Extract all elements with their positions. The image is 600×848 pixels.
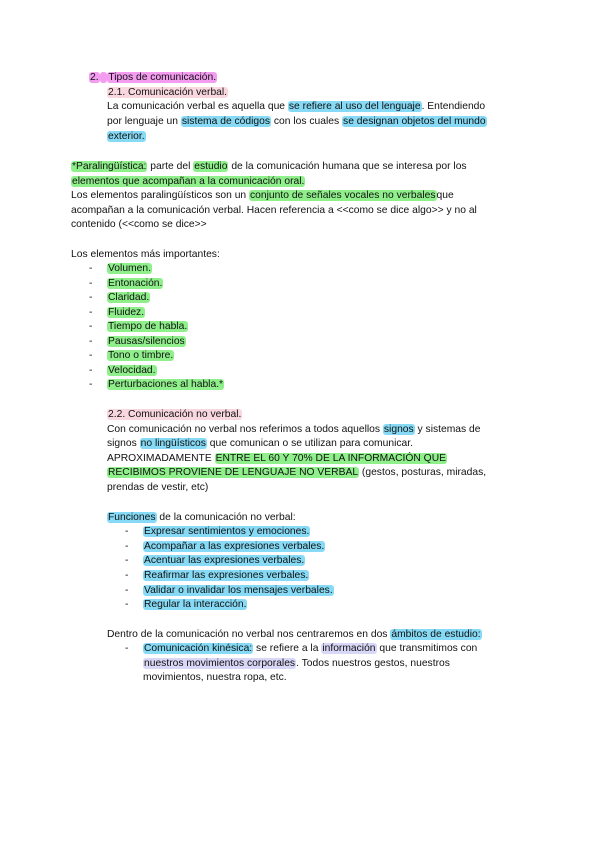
list-item: - Validar o invalidar los mensajes verbales. <box>125 585 333 596</box>
list-item: - Perturbaciones al habla.* <box>89 379 224 390</box>
paragraph-line: signos no lingüísticos que comunican o se utilizan para comunicar. <box>107 438 413 449</box>
section-number: 2. <box>90 72 99 83</box>
list-item: - Claridad. <box>89 292 150 303</box>
list-item: - Regular la interacción. <box>125 599 247 610</box>
paragraph-line: movimientos, nuestra ropa, etc. <box>143 672 287 683</box>
list-item: - Acentuar las expresiones verbales. <box>125 555 305 566</box>
paragraph-line: *Paralingüística: parte del estudio de la comunicación humana que se interesa por los <box>72 161 467 172</box>
paragraph-line: RECIBIMOS PROVIENE DE LENGUAJE NO VERBAL (gestos, posturas, miradas, <box>108 467 487 478</box>
list-item: - Reafirmar las expresiones verbales. <box>125 570 309 581</box>
section-title: Tipos de comunicación. <box>108 72 217 83</box>
paragraph-line: Los elementos paralingüísticos son un conjunto de señales vocales no verbalesque <box>71 190 454 201</box>
paragraph-line: elementos que acompañan a la comunicación oral. <box>72 176 305 187</box>
list-item: - Tiempo de habla. <box>89 321 188 332</box>
paragraph-line: Dentro de la comunicación no verbal nos centraremos en dos ámbitos de estudio: <box>107 629 481 640</box>
list-intro: Los elementos más importantes: <box>71 249 220 260</box>
paragraph-line: La comunicación verbal es aquella que se refiere al uso del lenguaje. Entendiendo <box>107 101 486 112</box>
list-item: - Fluidez. <box>89 307 145 318</box>
paragraph-line: APROXIMADAMENTE ENTRE EL 60 Y 70% DE LA INFORMACIÓN QUE <box>107 453 446 464</box>
list-item: - Acompañar a las expresiones verbales. <box>125 541 325 552</box>
paragraph-line: nuestros movimientos corporales. Todos nuestros gestos, nuestros <box>144 658 450 669</box>
paragraph-line: Con comunicación no verbal nos referimos a todos aquellos signos y sistemas de <box>107 424 481 435</box>
subsection-title-no-verbal: 2.2. Comunicación no verbal. <box>108 409 242 420</box>
list-item: - Tono o timbre. <box>89 350 174 361</box>
paragraph-line: por lenguaje un sistema de códigos con los cuales se designan objetos del mundo <box>107 116 486 127</box>
paragraph-line: exterior. <box>108 131 145 142</box>
paragraph-line: contenido (<<como se dice>> <box>71 219 207 230</box>
paragraph-line: Funciones de la comunicación no verbal: <box>108 512 296 523</box>
list-item: - Entonación. <box>89 278 163 289</box>
list-item: - Pausas/silencios <box>89 336 185 347</box>
subsection-title-verbal: 2.1. Comunicación verbal. <box>108 87 228 98</box>
list-item: - Comunicación kinésica: se refiere a la información que transmitimos con <box>125 643 478 654</box>
list-item: - Velocidad. <box>89 365 156 376</box>
list-item: - Volumen. <box>89 263 151 274</box>
section-heading <box>89 71 217 85</box>
paragraph-line: acompañan a la comunicación verbal. Hacen referencia a <<como se dice algo>> y no al <box>71 205 477 216</box>
list-item: - Expresar sentimientos y emociones. <box>125 526 310 537</box>
paragraph-line: prendas de vestir, etc) <box>107 482 209 493</box>
